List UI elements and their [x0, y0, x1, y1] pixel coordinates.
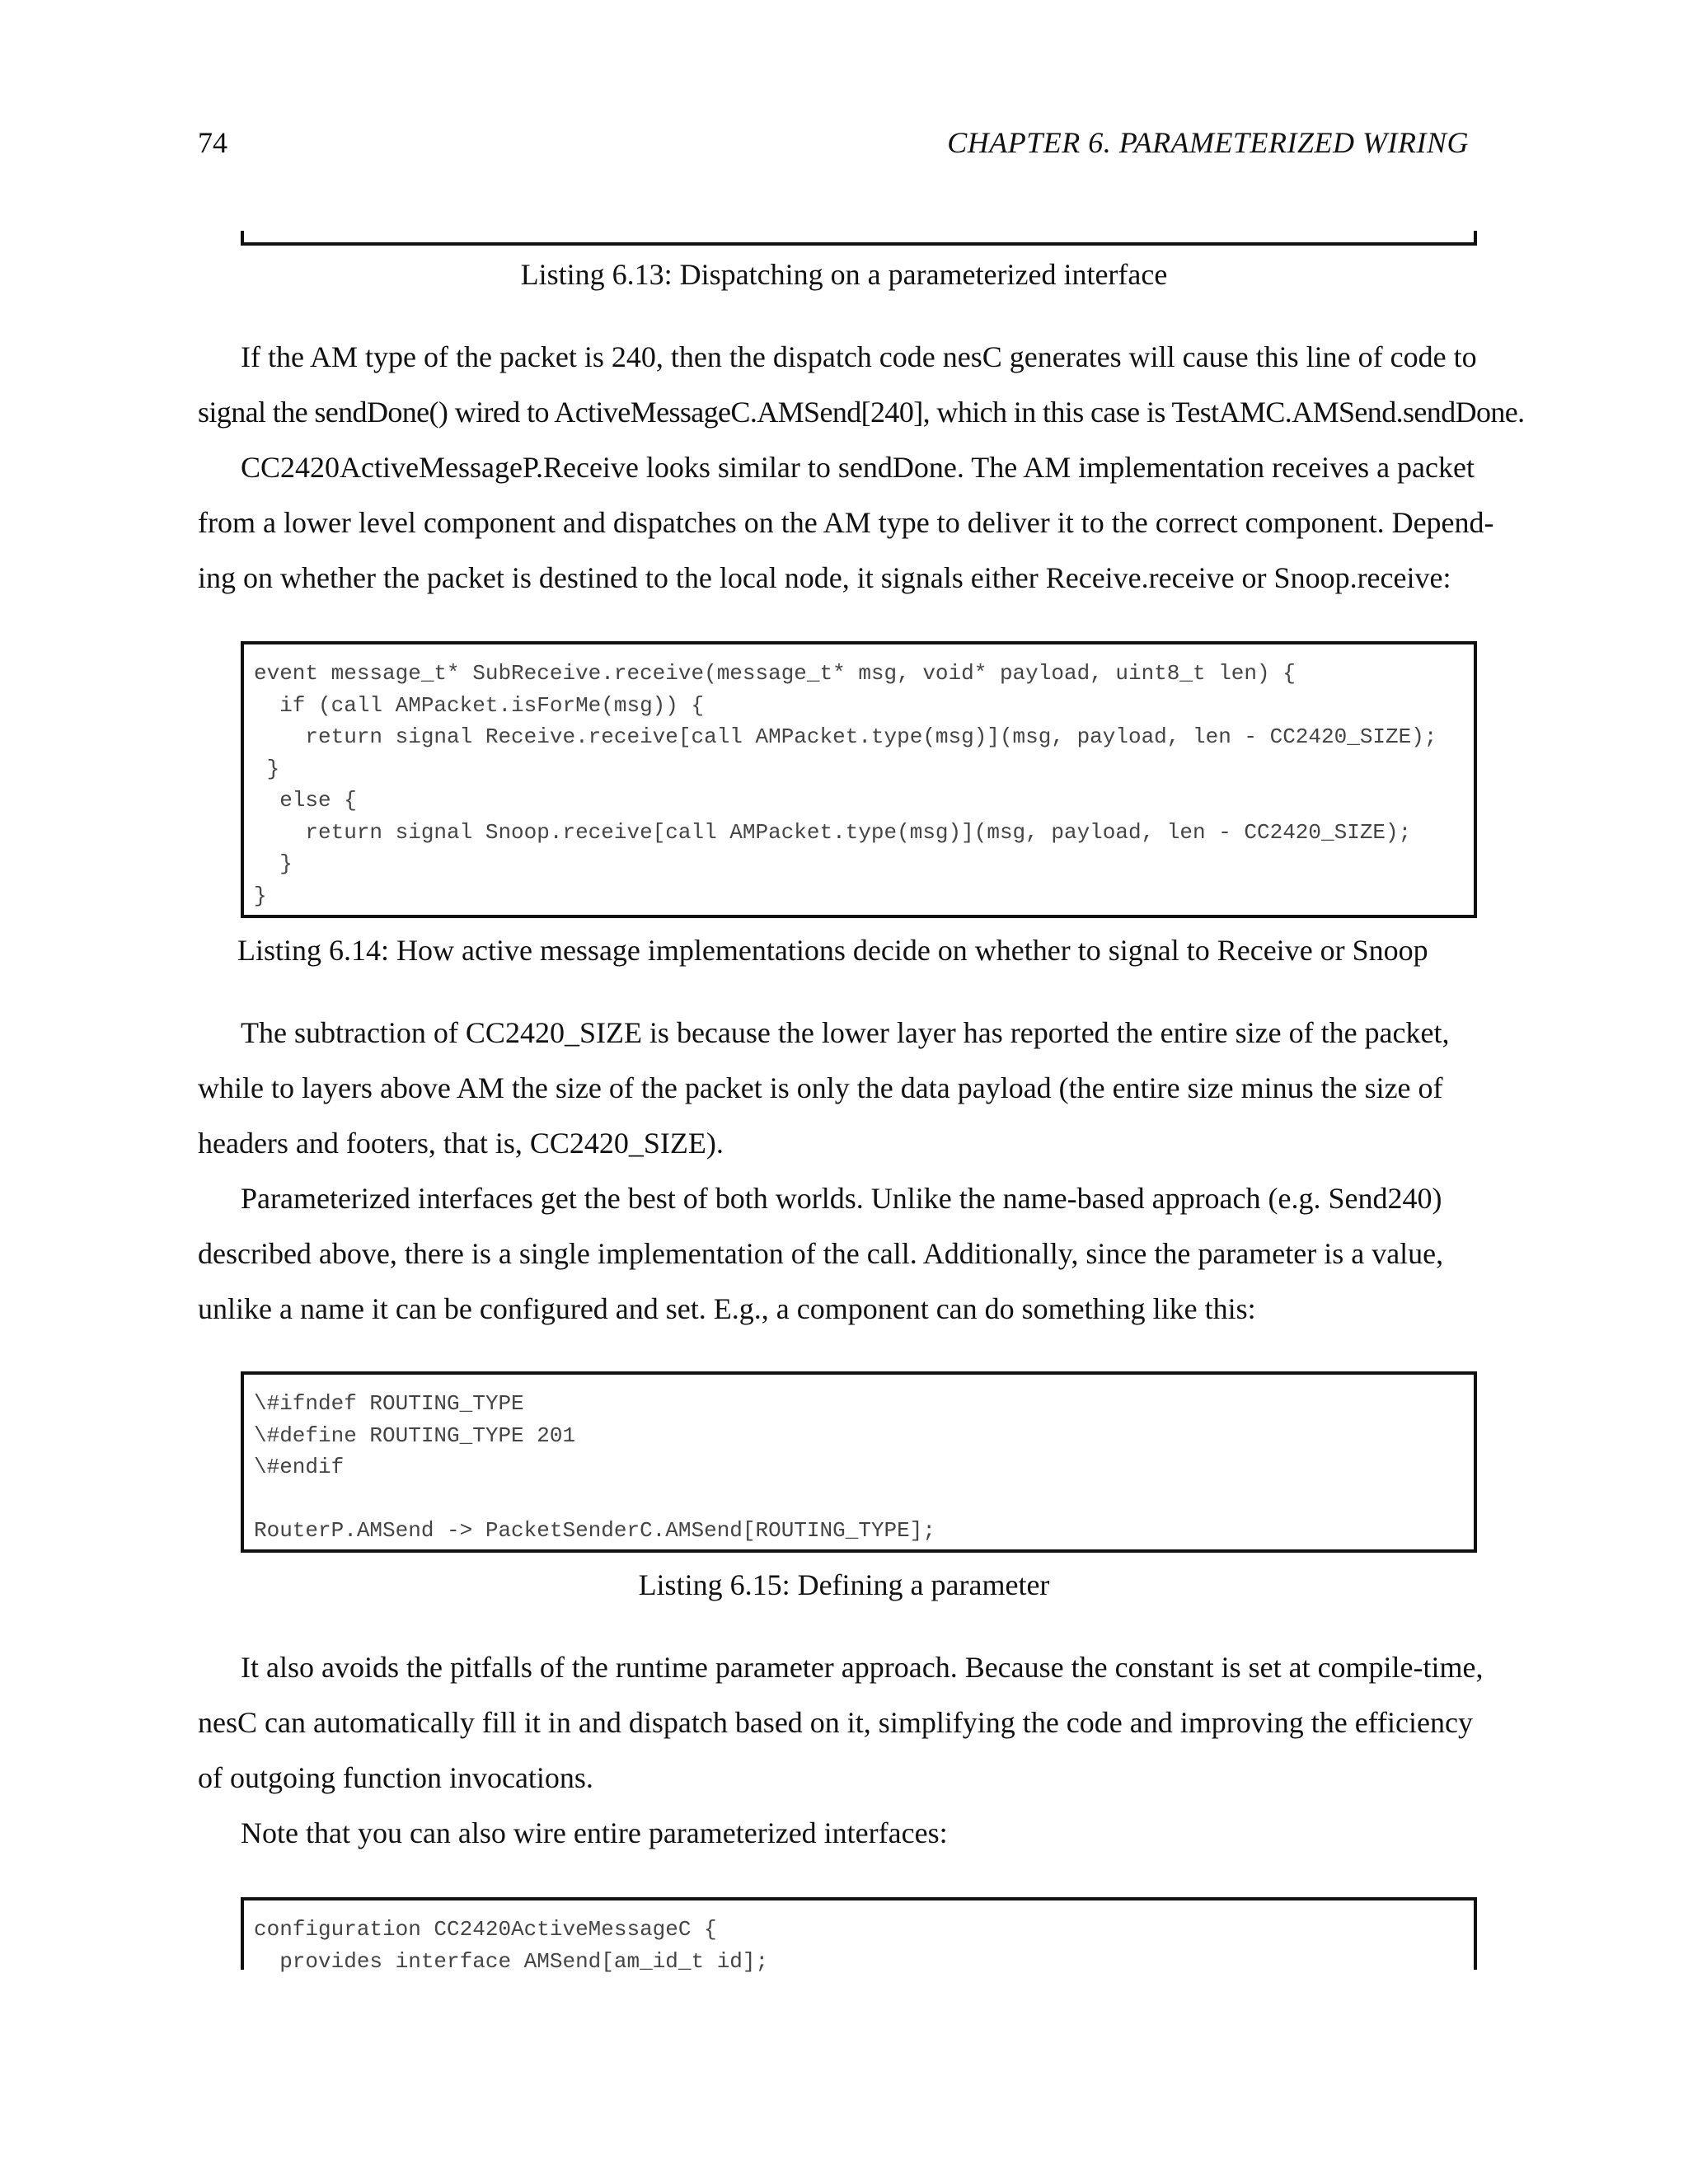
- listing-6-13-frame-bottom: [241, 231, 1477, 246]
- chapter-title: CHAPTER 6. PARAMETERIZED WIRING: [947, 126, 1469, 159]
- paragraph-best-of-both: [198, 1171, 1469, 1337]
- code-line: }: [254, 883, 267, 908]
- text-line: ing on whether the packet is destined to the local node, it signals either Receive.receive or Snoop.receive:: [198, 561, 1451, 594]
- text-line: unlike a name it can be configured and set. E.g., a component can do something like this:: [198, 1292, 1256, 1325]
- listing-6-15-caption: Listing 6.15: Defining a parameter: [638, 1568, 1050, 1601]
- text-line: Parameterized interfaces get the best of both worlds. Unlike the name-based approach (e.g. Send240): [241, 1182, 1442, 1215]
- listing-6-14-caption: Listing 6.14: How active message implementations decide on whether to signal to Receive or Snoop: [237, 934, 1428, 967]
- code-line: [254, 1483, 1474, 1516]
- text-line: signal the sendDone() wired to ActiveMessageC.AMSend[240], which in this case is TestAMC.AMSend.sendDone.: [198, 396, 1525, 429]
- text-line: of outgoing function invocations.: [198, 1761, 593, 1794]
- code-line: \#endif: [254, 1455, 345, 1479]
- text-line: The subtraction of CC2420_SIZE is because the lower layer has reported the entire size of the packet,: [241, 1016, 1450, 1049]
- code-line: else {: [254, 788, 357, 813]
- code-line: if (call AMPacket.isForMe(msg)) {: [254, 692, 705, 718]
- text-line: CC2420ActiveMessageP.Receive looks similar to sendDone. The AM implementation receives a packet: [241, 451, 1475, 484]
- listing-6-13-caption: Listing 6.13: Dispatching on a parameterized interface: [520, 258, 1168, 291]
- listing-6-15-code-box: [241, 1371, 1477, 1553]
- paragraph-subtraction: [198, 1005, 1469, 1171]
- code-line: }: [254, 851, 293, 876]
- code-line: \#ifndef ROUTING_TYPE: [254, 1391, 524, 1416]
- listing-6-14-code: [244, 658, 1474, 912]
- text-line: described above, there is a single implementation of the call. Additionally, since the parameter is a value,: [198, 1237, 1444, 1270]
- page-number: 74: [198, 126, 227, 159]
- text-line: headers and footers, that is, CC2420_SIZE).: [198, 1127, 724, 1160]
- code-line: }: [254, 756, 280, 781]
- code-line: return signal Receive.receive[call AMPacket.type(msg)](msg, payload, len - CC2420_SIZE);: [254, 724, 1437, 749]
- listing-6-16-code-box: [241, 1897, 1477, 1974]
- code-line: configuration CC2420ActiveMessageC {: [254, 1917, 717, 1942]
- listing-6-14-code-box: [241, 641, 1477, 918]
- code-line: RouterP.AMSend -> PacketSenderC.AMSend[ROUTING_TYPE];: [254, 1518, 935, 1543]
- text-line: from a lower level component and dispatches on the AM type to deliver it to the correct component. Depend-: [198, 506, 1494, 539]
- paragraph-pitfalls: [198, 1640, 1484, 1806]
- listing-6-16-code: [244, 1914, 1474, 1977]
- paragraph-wire-entire: [198, 1806, 1469, 1861]
- code-line: return signal Snoop.receive[call AMPacket.type(msg)](msg, payload, len - CC2420_SIZE);: [254, 819, 1412, 845]
- text-line: nesC can automatically fill it in and dispatch based on it, simplifying the code and improving the efficiency: [198, 1706, 1473, 1739]
- paragraph-receive: [198, 440, 1494, 606]
- code-line: \#define ROUTING_TYPE 201: [254, 1422, 576, 1448]
- listing-6-15-code: [244, 1388, 1474, 1547]
- code-line: event message_t* SubReceive.receive(message_t* msg, void* payload, uint8_t len) {: [254, 661, 1296, 686]
- paragraph-dispatch: [198, 330, 1525, 440]
- text-line: It also avoids the pitfalls of the runtime parameter approach. Because the constant is set at compile-time,: [241, 1651, 1484, 1684]
- text-line: If the AM type of the packet is 240, then the dispatch code nesC generates will cause this line of code to: [241, 340, 1477, 373]
- text-line: Note that you can also wire entire parameterized interfaces:: [241, 1816, 948, 1849]
- text-line: while to layers above AM the size of the packet is only the data payload (the entire size minus the size of: [198, 1071, 1443, 1104]
- code-line: provides interface AMSend[am_id_t id];: [254, 1948, 769, 1974]
